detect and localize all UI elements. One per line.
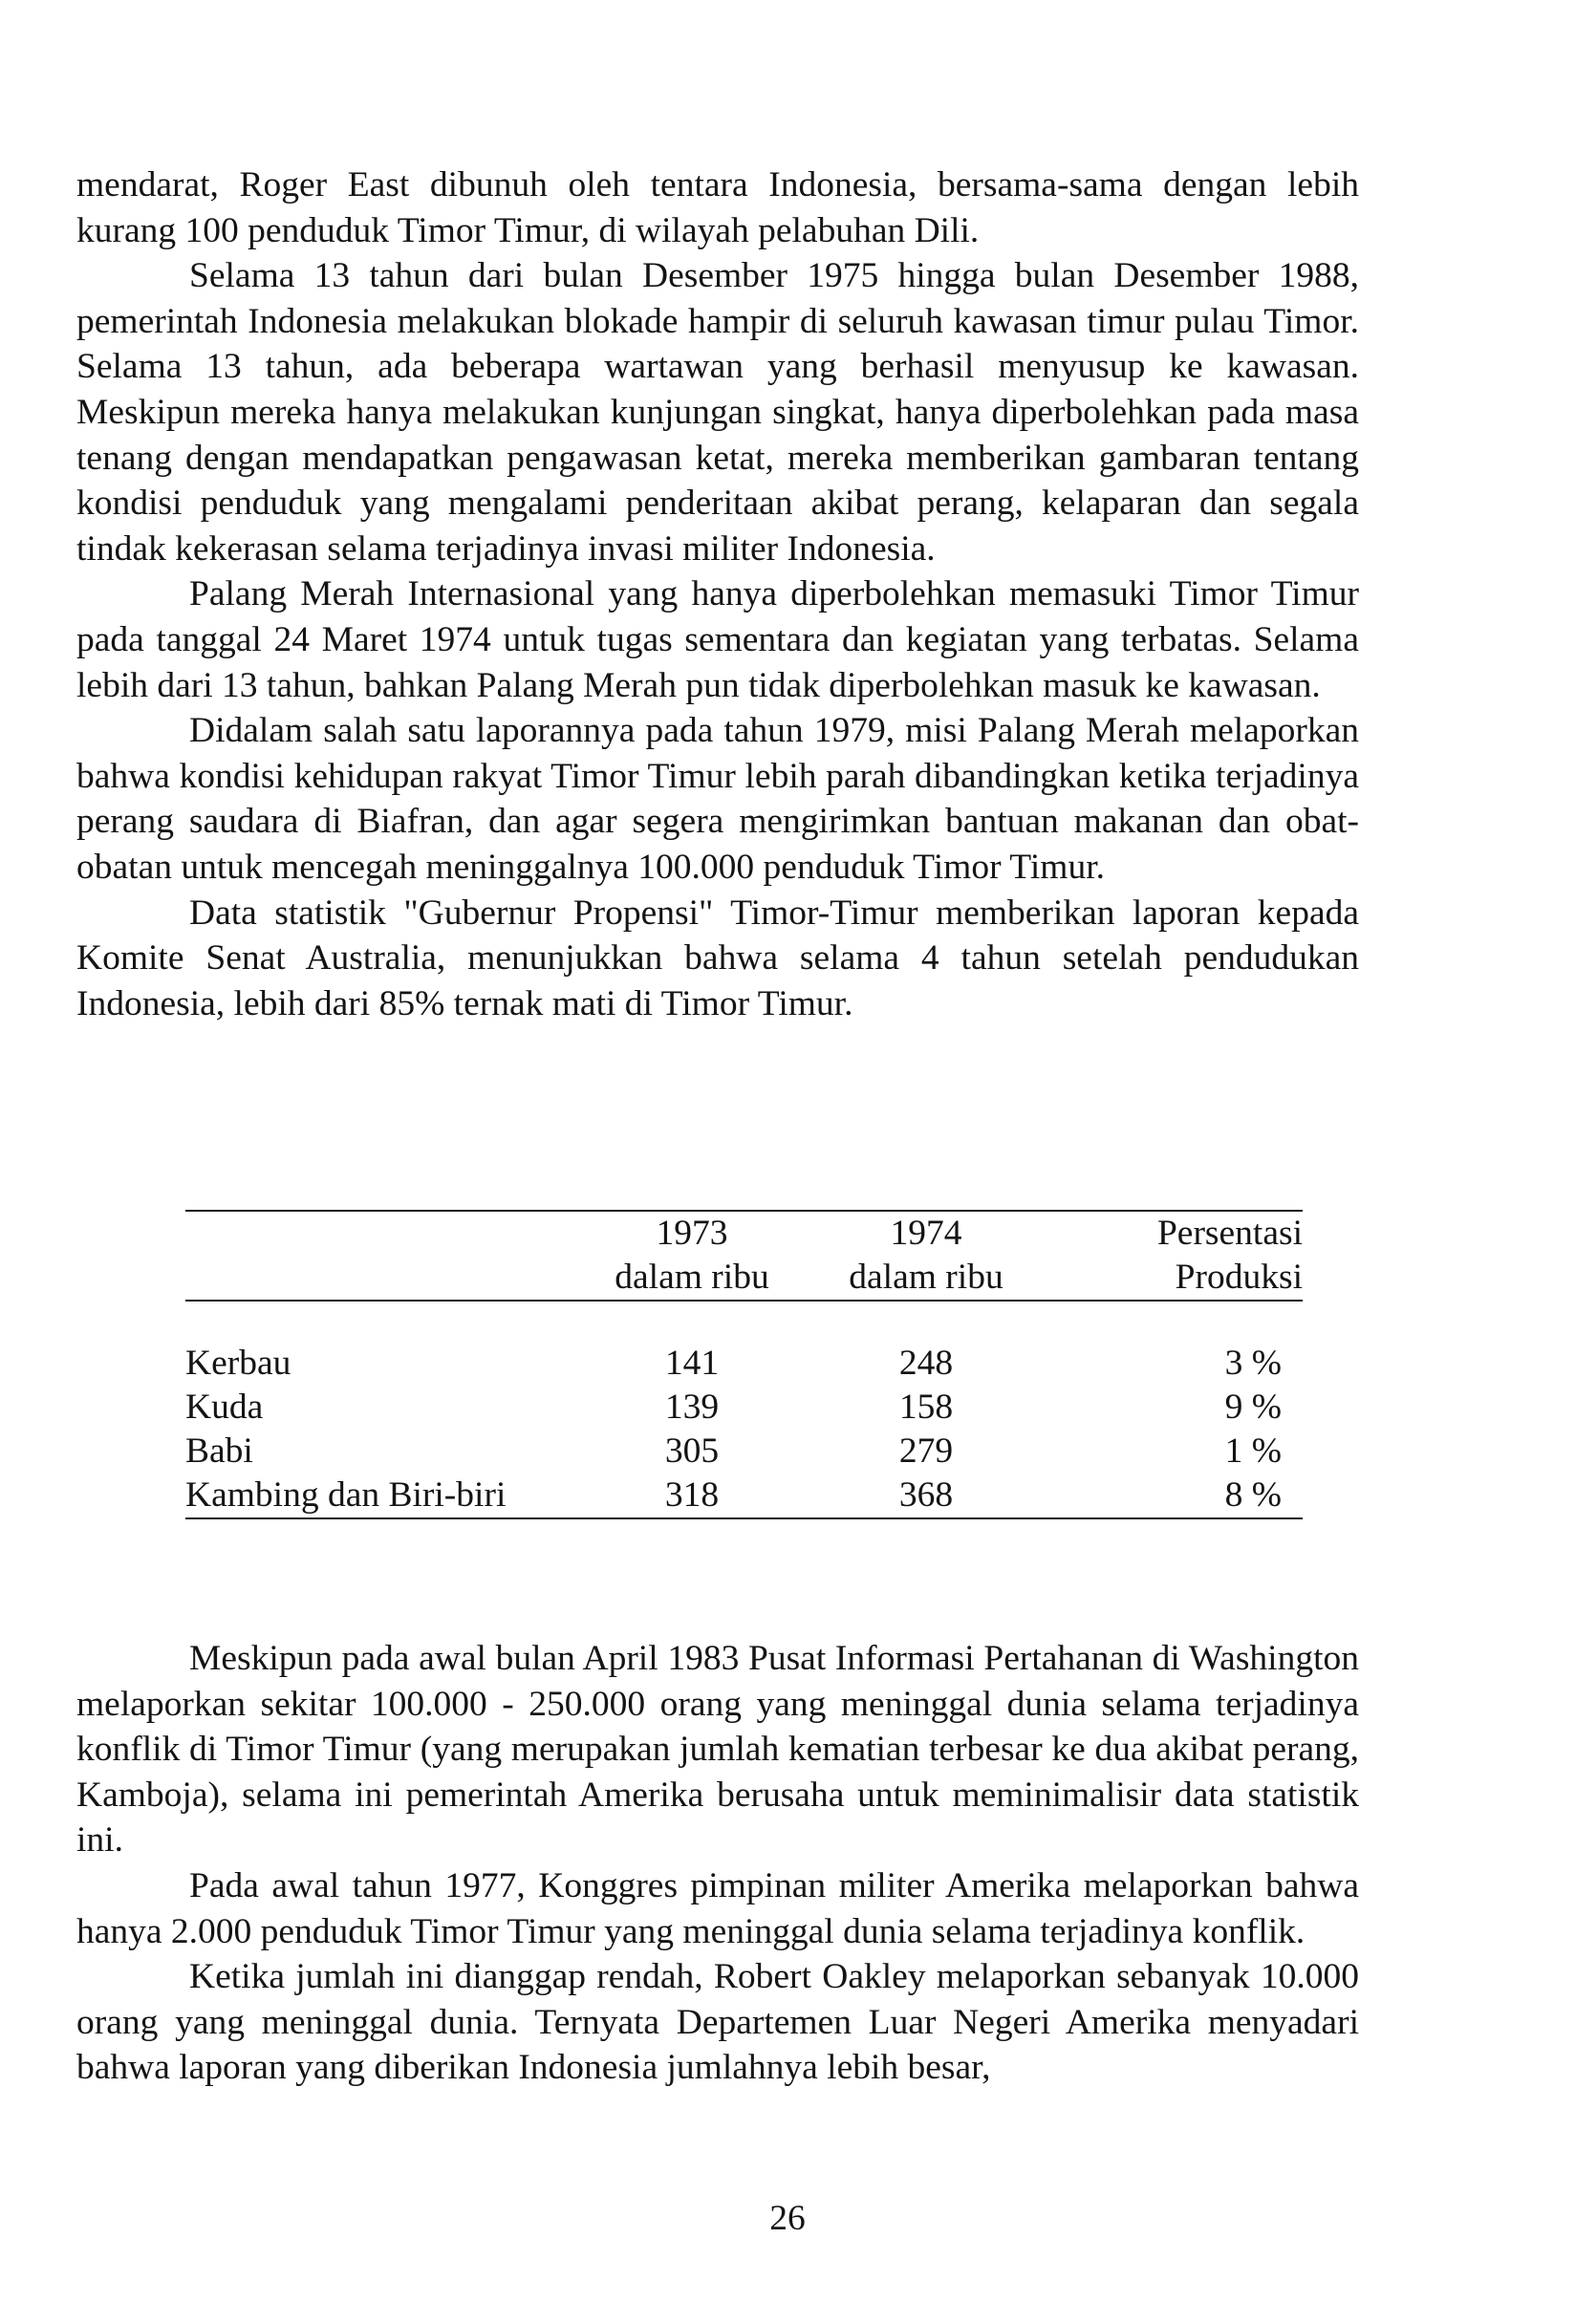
paragraph: Data statistik "Gubernur Propensi" Timor-Timur memberikan laporan kepada Komite Senat Australia, menunjukkan bahwa selama 4 tahun setelah pendudukan Indonesia, lebih dari 85% ternak mati di Timor Timur. [76, 893, 1359, 1023]
header-persentasi: Persentasi Produksi [1156, 1214, 1303, 1297]
table-row [185, 1342, 1303, 1386]
paragraph: Palang Merah Internasional yang hanya diperbolehkan memasuki Timor Timur pada tanggal 24 Maret 1974 untuk tugas sementara dan kegiatan yang terbatas. Selama lebih dari 13 tahun, bahkan Palang Merah pun tidak diperbolehkan masuk ke kawasan. [76, 574, 1359, 705]
body-text-bottom [76, 1636, 1359, 2091]
value-pct: 8 % [1224, 1475, 1282, 1515]
value-pct: 9 % [1224, 1388, 1282, 1427]
table-row [185, 1386, 1303, 1430]
value-1973: 318 [664, 1475, 720, 1515]
page-number: 26 [769, 2199, 806, 2238]
paragraph: Meskipun pada awal bulan April 1983 Pusat Informasi Pertahanan di Washington melaporkan sekitar 100.000 - 250.000 orang yang meninggal dunia selama terjadinya konflik di Timor Timur (yang merupakan jumlah kematian terbesar ke dua akibat perang, Kamboja), selama ini pemerintah Amerika berusaha untuk meminimalisir data statistik ini. [76, 1639, 1359, 1861]
value-pct: 1 % [1224, 1431, 1282, 1471]
livestock-table [185, 1210, 1303, 1519]
value-1974: 248 [898, 1344, 954, 1383]
body-text-top [76, 162, 1359, 1026]
paragraph: mendarat, Roger East dibunuh oleh tentara Indonesia, bersama-sama dengan lebih kurang 100 penduduk Timor Timur, di wilayah pelabuhan Dili. [76, 165, 1359, 250]
value-1974: 368 [898, 1475, 954, 1515]
value-1973: 305 [664, 1431, 720, 1471]
header-1974: 1974 dalam ribu [849, 1214, 1003, 1297]
row-label: Kambing dan Biri-biri [185, 1475, 507, 1515]
value-pct: 3 % [1224, 1344, 1282, 1383]
value-1974: 279 [898, 1431, 954, 1471]
header-1973: 1973 dalam ribu [615, 1214, 769, 1297]
paragraph: Ketika jumlah ini dianggap rendah, Robert Oakley melaporkan sebanyak 10.000 orang yang meninggal dunia. Ternyata Departemen Luar Negeri Amerika menyadari bahwa laporan yang diberikan Indonesia jumlahnya lebih besar, [76, 1957, 1359, 2088]
value-1974: 158 [898, 1388, 954, 1427]
row-label: Babi [185, 1431, 253, 1471]
row-label: Kuda [185, 1388, 264, 1427]
livestock-table-body [185, 1302, 1303, 1517]
row-label: Kerbau [185, 1344, 291, 1383]
paragraph: Didalam salah satu laporannya pada tahun 1979, misi Palang Merah melaporkan bahwa kondisi kehidupan rakyat Timor Timur lebih parah dibandingkan ketika terjadinya perang saudara di Biafran, dan agar segera mengirimkan bantuan makanan dan obat-obatan untuk mencegah meninggalnya 100.000 penduduk Timor Timur. [76, 711, 1359, 887]
table-row [185, 1430, 1303, 1474]
header-empty [185, 1212, 596, 1300]
table-row [185, 1474, 1303, 1517]
table-bottom-rule [185, 1517, 1303, 1519]
paragraph: Selama 13 tahun dari bulan Desember 1975 hingga bulan Desember 1988, pemerintah Indonesia melakukan blokade hampir di seluruh kawasan timur pulau Timor. Selama 13 tahun, ada beberapa wartawan yang berhasil menyusup ke kawasan. Meskipun mereka hanya melakukan kunjungan singkat, hanya diperbolehkan pada masa tenang dengan mendapatkan pengawasan ketat, mereka memberikan gambaran tentang kondisi penduduk yang mengalami penderitaan akibat perang, kelaparan dan segala tindak kekerasan selama terjadinya invasi militer Indonesia. [76, 256, 1359, 569]
paragraph: Pada awal tahun 1977, Konggres pimpinan militer Amerika melaporkan bahwa hanya 2.000 penduduk Timor Timur yang meninggal dunia selama terjadinya konflik. [76, 1865, 1359, 1951]
value-1973: 139 [664, 1388, 720, 1427]
livestock-table-grid [185, 1212, 1303, 1300]
value-1973: 141 [664, 1344, 720, 1383]
table-header-row [185, 1212, 1303, 1300]
